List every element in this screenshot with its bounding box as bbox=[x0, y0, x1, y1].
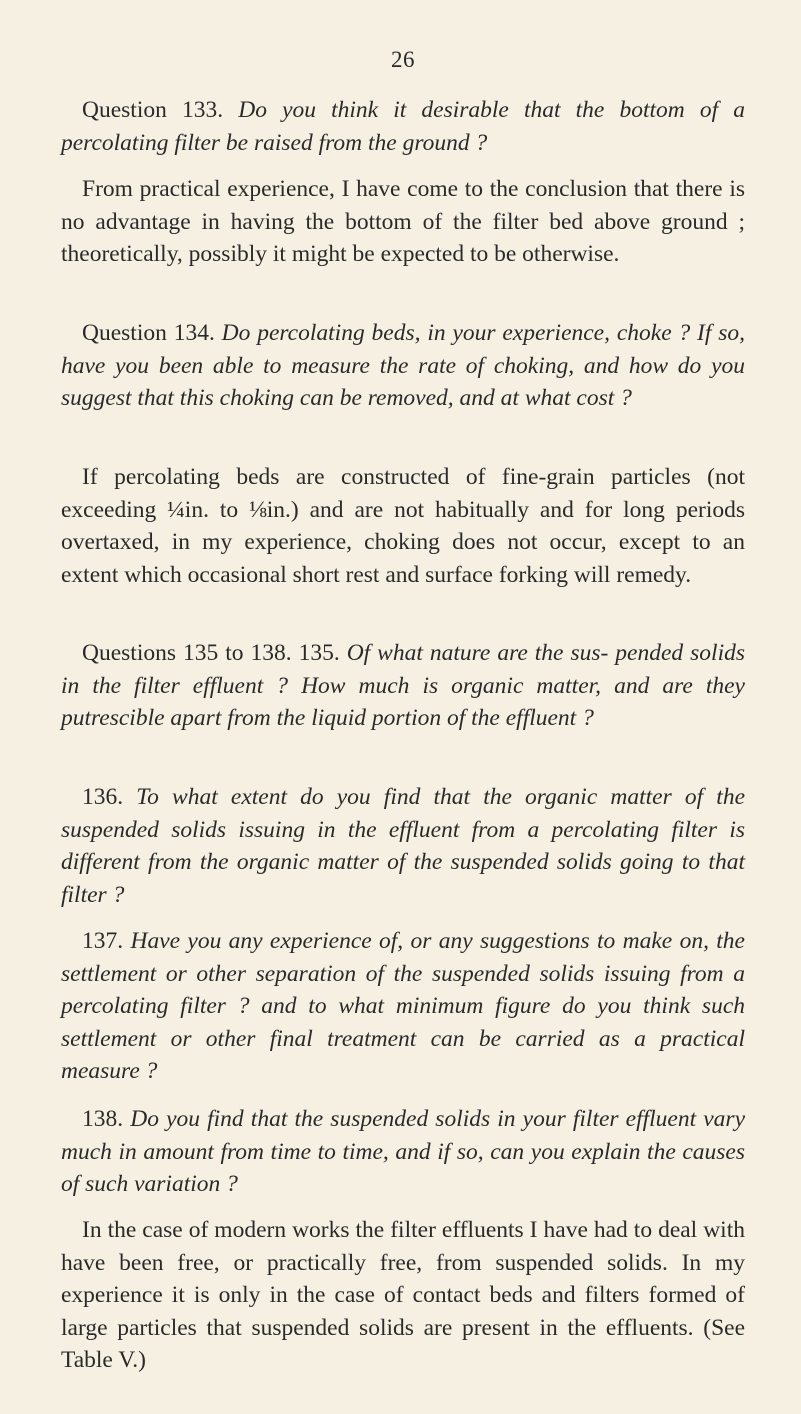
question-134 bbox=[61, 317, 745, 415]
question-138 bbox=[61, 1103, 745, 1201]
question-label: Question 134. bbox=[82, 320, 215, 346]
question-text: Have you any experience of, or any suggestions to make on, the settlement or other separation of the suspended solids issuing from a percolating filter ? and to what minimum figure do you think such settlement or other final treatment can be carried as a practical measure ? bbox=[61, 928, 745, 1084]
question-136 bbox=[61, 781, 745, 911]
question-label: 138. bbox=[82, 1106, 124, 1132]
question-label: 137. bbox=[82, 928, 124, 954]
question-label: Question 133. bbox=[82, 97, 224, 123]
page-number: 26 bbox=[391, 47, 415, 72]
answer-134: If percolating beds are constructed of fine-grain particles (not exceeding ¼in. to ⅛in.) and are not habitually and for long periods overtaxed, in my experience, choking does not occur, except to an extent which occasional short rest and surface forking will remedy. bbox=[61, 464, 745, 588]
question-text: To what extent do you find that the organic matter of the suspended solids issuing in the effluent from a percolating filter is different from the organic matter of the suspended solids going to that filter ? bbox=[61, 784, 745, 908]
questions-135-138 bbox=[61, 637, 745, 735]
question-137 bbox=[61, 925, 745, 1088]
question-text: Do you find that the suspended solids in your filter effluent vary much in amount from time to time, and if so, can you explain the causes of such variation ? bbox=[61, 1106, 746, 1197]
question-text: Of what nature are the sus- pended solids in the filter effluent ? How much is organic matter, and are they putrescible apart from the liquid portion of the effluent ? bbox=[61, 640, 746, 731]
question-label: Questions 135 to 138. 135. bbox=[82, 640, 340, 666]
answer-133: From practical experience, I have come to the conclusion that there is no advantage in having the bottom of the filter bed above ground ; theoretically, possibly it might be expected to be otherwise. bbox=[61, 176, 745, 267]
question-text: Do you think it desirable that the bottom of a percolating filter be raised from the ground ? bbox=[61, 97, 746, 156]
question-133 bbox=[61, 94, 745, 159]
question-text: Do percolating beds, in your experience, choke ? If so, have you been able to measure the rate of choking, and how do you suggest that this choking can be removed, and at what cost ? bbox=[61, 320, 746, 411]
answer-135-138: In the case of modern works the filter effluents I have had to deal with have been free, or practically free, from suspended solids. In my experience it is only in the case of contact beds and filters formed of large particles that suspended solids are present in the effluents. (See Table V.) bbox=[61, 1217, 745, 1373]
question-label: 136. bbox=[82, 784, 124, 810]
